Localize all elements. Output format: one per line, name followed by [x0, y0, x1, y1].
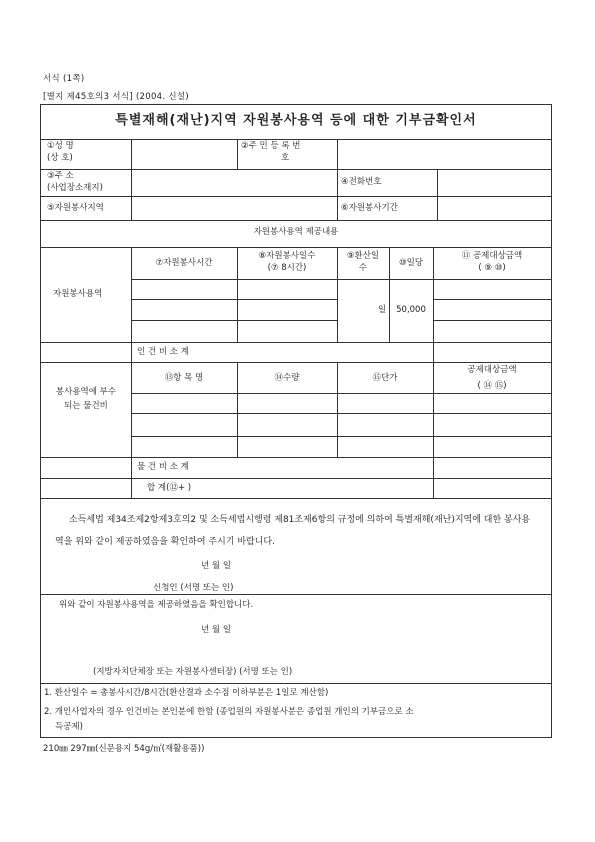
note-2: 2. 개인사업자의 경우 인건비는 본인분에 한함 (종업원의 자원봉사분은 종업원 개인의 기부금으로 소 — [44, 707, 414, 717]
goods-subtotal-field[interactable] — [435, 459, 549, 477]
region-field[interactable] — [133, 198, 335, 219]
col-goods-deductible-sub: ( ⑭ ⑮) — [477, 381, 507, 391]
col-service-days-sub: (⑦ 8시간) — [267, 263, 307, 273]
col-daily-wage: ⑩일당 — [398, 258, 424, 268]
applicant-signature-line: 신청인 (서명 또는 인) — [153, 583, 234, 593]
daily-wage-value: 50,000 — [396, 305, 426, 315]
labor-subtotal-label: 인 건 비 소 계 — [137, 347, 189, 357]
form-title: 특별재해(재난)지역 자원봉사용역 등에 대한 기부금확인서 — [115, 113, 477, 128]
service-row-label: 자원봉사용역 — [53, 289, 103, 299]
service-section-title: 자원봉사용역 제공내용 — [253, 227, 339, 237]
confirmation-form — [40, 104, 552, 738]
confirm-text: 위와 같이 자원봉사용역을 제공하였음을 확인합니다. — [59, 600, 254, 610]
col-converted-days: ⑨환산일 — [346, 251, 380, 261]
period-field[interactable] — [439, 198, 549, 219]
col-deductible-amount: ⑪ 공제대상금액 — [461, 251, 523, 261]
name-field[interactable] — [133, 141, 235, 168]
authority-signature-line: (지방자치단체장 또는 자원봉사센터장) (서명 또는 인) — [93, 667, 293, 677]
col-unit-price: ⑮단가 — [372, 373, 398, 383]
goods-row-label: 봉사용역에 부수 — [55, 387, 117, 397]
confirm-date: 년 월 일 — [201, 625, 232, 635]
period-label: ⑥자원봉사기간 — [341, 203, 398, 213]
rrn-label-sub: 호 — [281, 153, 290, 163]
note-2-cont: 득공제) — [55, 722, 83, 732]
annex-label: [별지 제45호의3 서식] (2004. 신설) — [43, 92, 190, 102]
goods-subtotal-label: 물 건 비 소 계 — [137, 462, 189, 472]
col-goods-deductible: 공제대상금액 — [467, 365, 517, 375]
form-number-label: 서식 (1쪽) — [43, 74, 85, 84]
address-label: ③주 소 — [47, 171, 74, 181]
goods-row-label-sub: 되는 물건비 — [64, 401, 108, 411]
day-unit-label: 일 — [378, 305, 387, 315]
phone-field[interactable] — [439, 171, 549, 195]
col-converted-days-sub: 수 — [358, 263, 368, 273]
name-label-sub: (상 호) — [47, 153, 73, 163]
col-deductible-amount-sub: ( ⑨ ⑩) — [478, 263, 506, 273]
phone-label: ④전화번호 — [341, 177, 382, 187]
address-label-sub: (사업장소재지) — [47, 183, 103, 193]
total-label: 합 계(⑫+ ) — [147, 483, 192, 493]
address-field[interactable] — [133, 171, 335, 195]
col-service-days: ⑧자원봉사일수 — [258, 251, 316, 261]
rrn-label: ②주 민 등 록 번 — [241, 141, 301, 151]
note-1: 1. 환산일수 = 총봉사시간/8시간(환산결과 소수점 이하부분은 1일로 계산함) — [44, 688, 329, 698]
statement-date: 년 월 일 — [201, 561, 232, 571]
total-field[interactable] — [435, 480, 549, 497]
region-label: ⑤자원봉사지역 — [47, 203, 104, 213]
name-label: ①성 명 — [47, 141, 74, 151]
col-item-name: ⑬항 목 명 — [164, 373, 204, 383]
labor-subtotal-field[interactable] — [435, 344, 549, 361]
statement-text: 소득세법 제34조제2항제3호의2 및 소득세법시행령 제81조제6항의 규정에 의하여 특별재해(재난)지역에 대한 봉사용역을 위와 같이 제공하였음을 확인하여 주시기 바랍니다. — [55, 515, 531, 547]
rrn-field[interactable] — [339, 141, 549, 168]
paper-spec-footer: 210㎜ 297㎜(신문용지 54g/㎡(재활용품)) — [43, 744, 205, 754]
col-quantity: ⑭수량 — [274, 373, 300, 383]
col-service-hours: ⑦자원봉사시간 — [155, 258, 213, 268]
